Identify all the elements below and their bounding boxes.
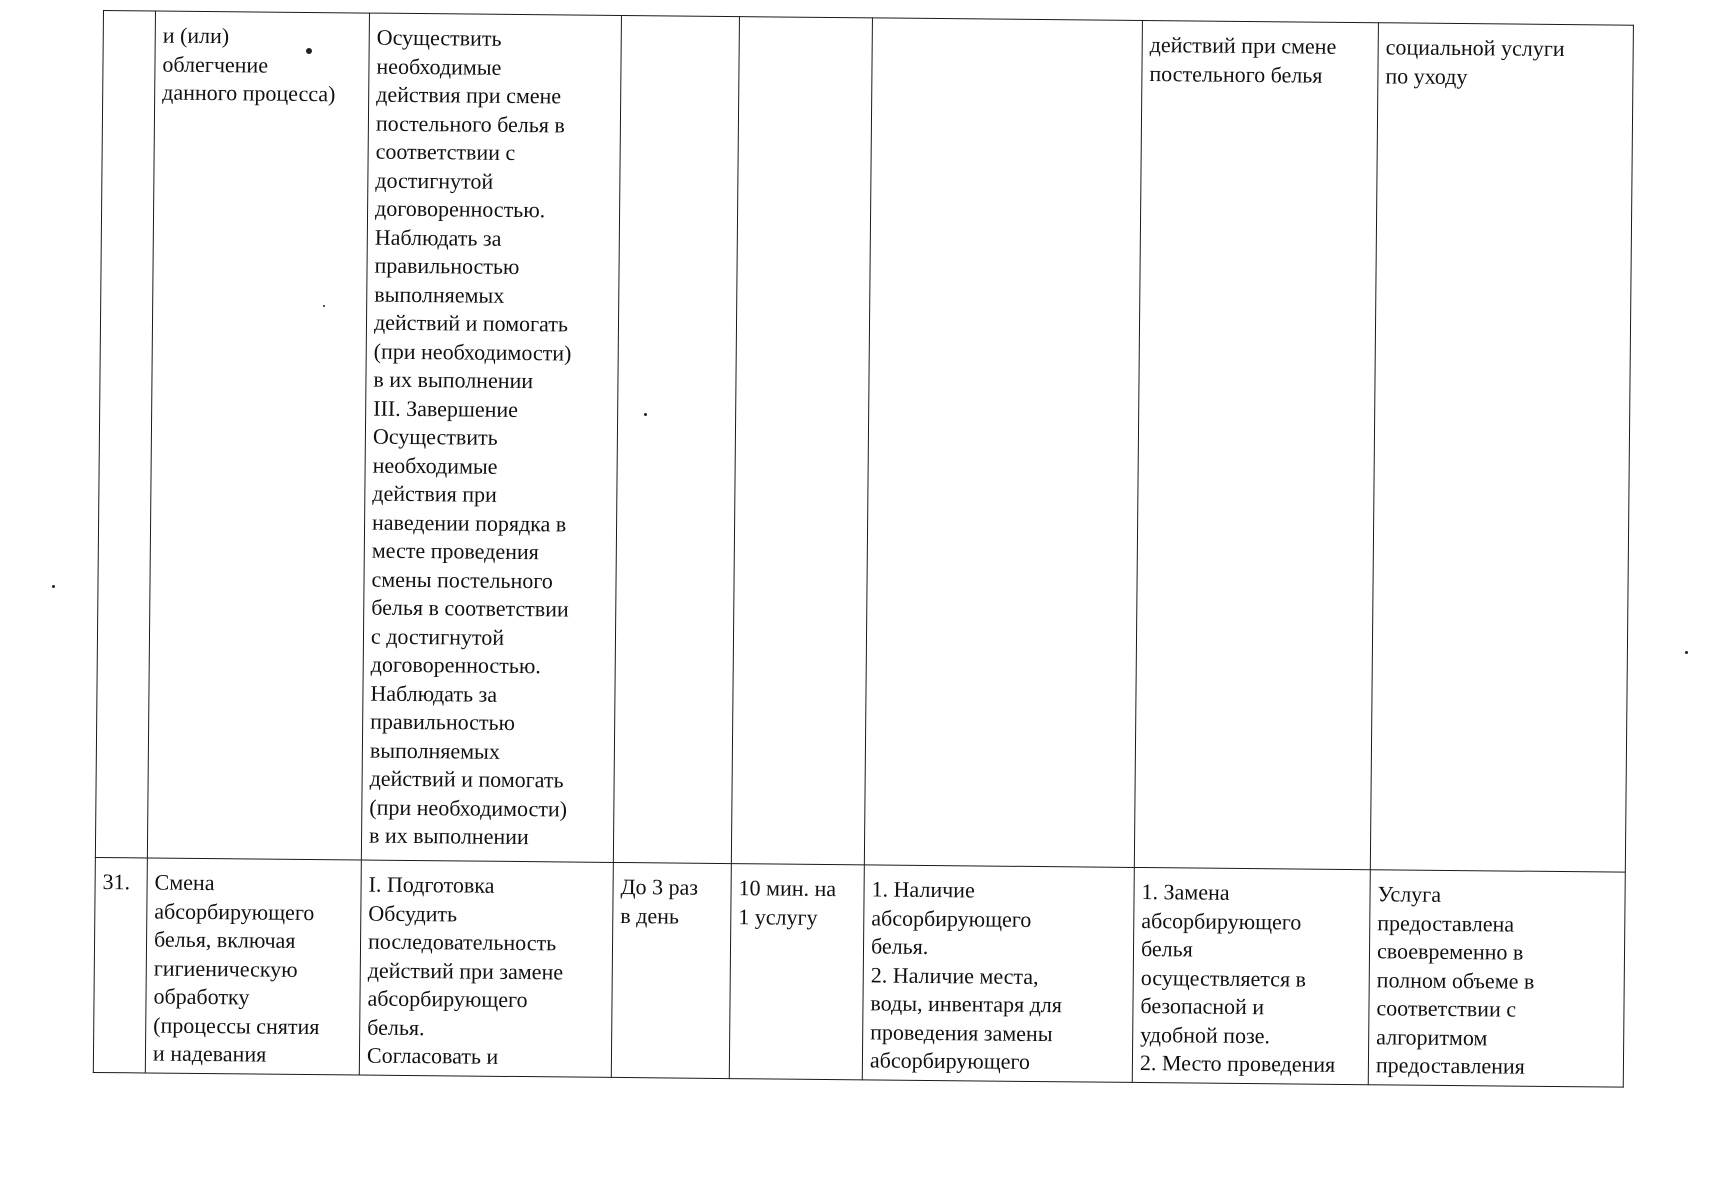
row-number-cell	[95, 11, 155, 858]
row-number-cell: 31.	[93, 857, 147, 1072]
service-standards-table	[93, 10, 1634, 1087]
scan-speck	[52, 585, 55, 588]
frequency-cell	[613, 15, 739, 863]
conditions-cell	[864, 18, 1142, 868]
scan-speck	[323, 305, 325, 307]
evaluation-criteria-cell: социальной услуги по уходу	[1370, 23, 1633, 872]
quality-indicators-cell: действий при смене постельного белья	[1134, 20, 1378, 869]
scan-speck	[644, 413, 647, 416]
quality-indicators-cell: 1. Замена абсорбирующего белья осуществляется в безопасной и удобной позе. 2. Место проведения	[1132, 867, 1370, 1084]
service-content-cell: Осуществить необходимые действия при смене постельного белья в соответствии с достигнутой договоренностью. Наблюдать за правильностью выполняемых действий и помогать (при необходимости) в их выполнении III. Завершение Осуществить необходимые действия при наведении порядка в месте проведения смены постельного белья в соответствии с достигнутой договоренностью. Наблюдать за правильностью выполняемых действий и помогать (при необходимости) в их выполнении	[361, 13, 621, 862]
conditions-cell: 1. Наличие абсорбирующего белья. 2. Наличие места, воды, инвентаря для проведения замены абсорбирующего	[862, 865, 1134, 1082]
table-row	[93, 857, 1625, 1086]
scan-speck	[1685, 651, 1688, 654]
service-content-cell: I. Подготовка Обсудить последовательность действий при замене абсорбирующего белья. Согласовать и	[359, 860, 613, 1077]
service-name-cell: Смена абсорбирующего белья, включая гигиеническую обработку (процессы снятия и надевания	[145, 858, 361, 1075]
service-name-cell: и (или) облегчение данного процесса)	[147, 11, 369, 860]
frequency-cell: До 3 раз в день	[611, 862, 731, 1078]
evaluation-criteria-cell: Услуга предоставлена своевременно в полном объеме в соответствии с алгоритмом предоставления	[1368, 870, 1625, 1087]
table-row	[95, 11, 1633, 873]
scan-speck	[306, 48, 312, 54]
time-norm-cell: 10 мин. на 1 услугу	[729, 864, 864, 1080]
time-norm-cell	[731, 17, 872, 865]
